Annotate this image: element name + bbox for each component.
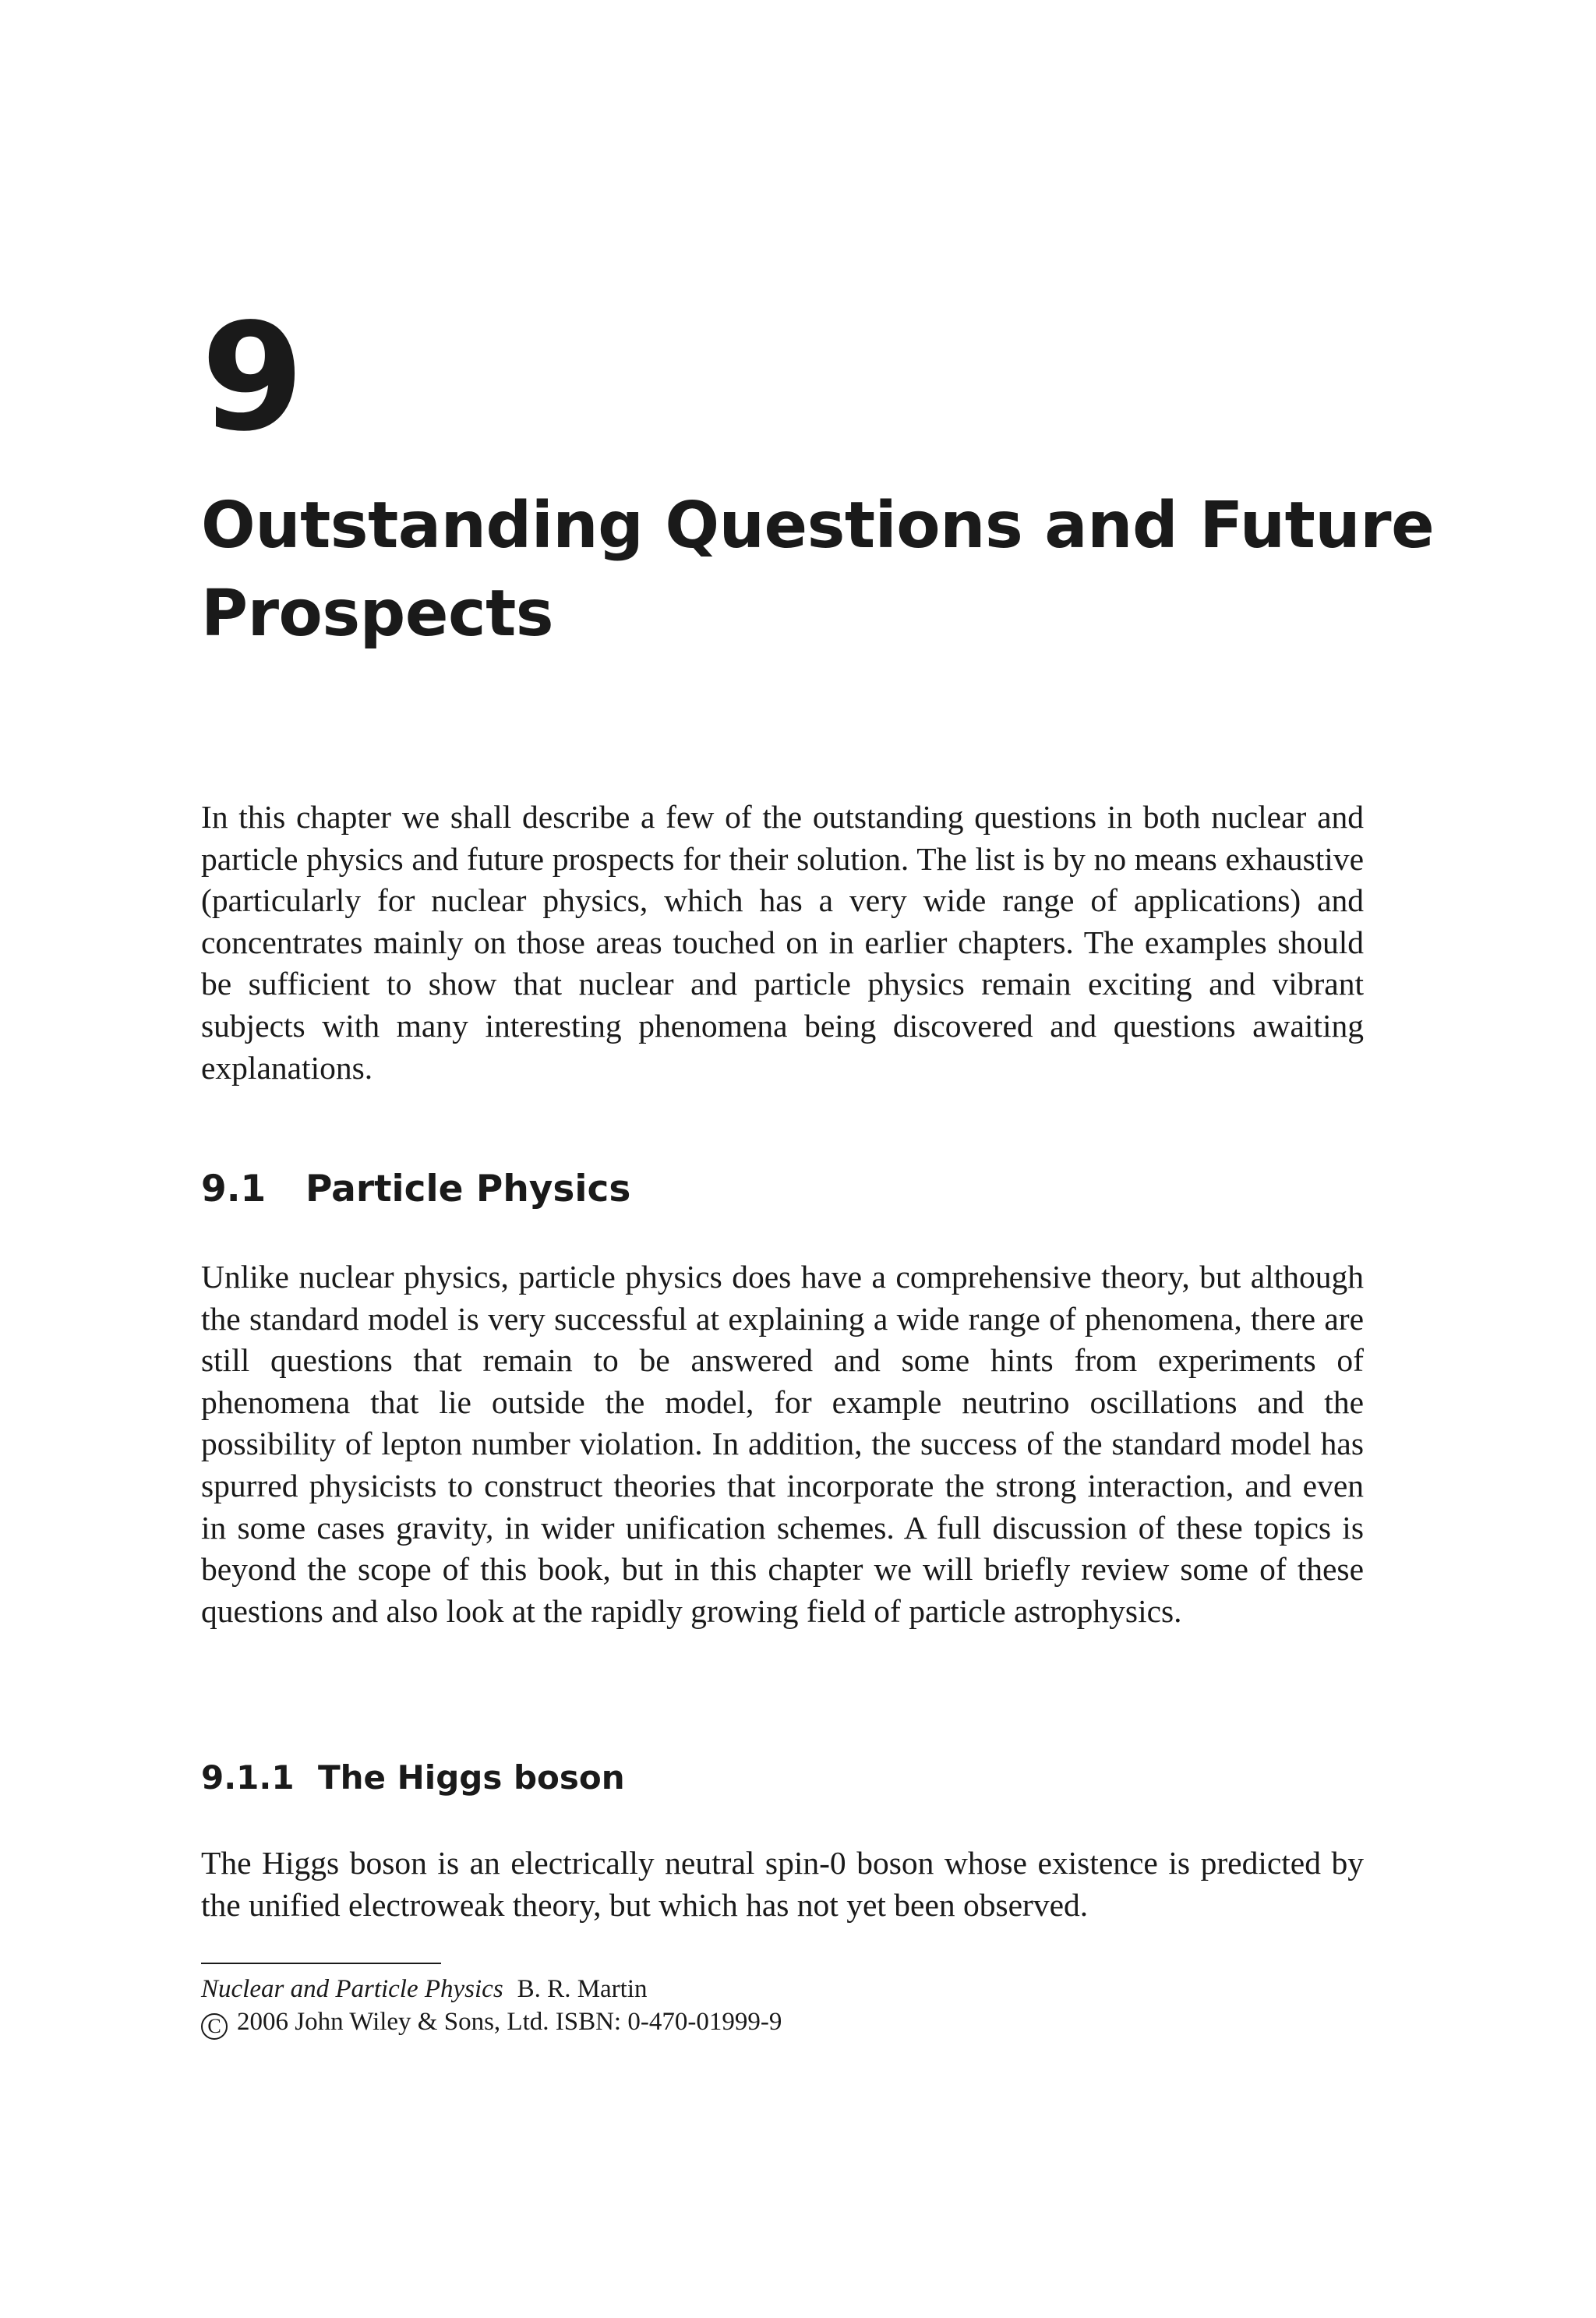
footnote-divider: [201, 1963, 441, 1964]
subsection-heading-9-1-1: [201, 1756, 625, 1800]
footnote-citation: [201, 1973, 648, 2005]
footnote-copyright: [201, 2006, 782, 2040]
subsection-title: The Higgs boson: [318, 1758, 625, 1797]
subsection-number: 9.1.1: [201, 1758, 295, 1797]
chapter-number: 9: [201, 292, 305, 464]
section-9-1-paragraph: Unlike nuclear physics, particle physics does have a comprehensive theory, but although the standard model is very successful at explaining a wide range of phenomena, there are still questions that remain to be answered and some hints from experiments of phenomena that lie outside the model, for example neutrino oscillations and the possibility of lepton number violation. In addition, the success of the standard model has spurred physicists to construct theories that incorporate the strong interaction, and even in some cases gravity, in wider unification schemes. A full discussion of these topics is beyond the scope of this book, but in this chapter we will briefly review some of these questions and also look at the rapidly growing field of particle astrophysics.: [201, 1259, 1364, 1629]
intro-paragraph: In this chapter we shall describe a few of the outstanding questions in both nuclear and particle physics and future prospects for their solution. The list is by no means exhaustive (particularly for nuclear physics, which has a very wide range of applications) and concentrates mainly on those areas touched on in earlier chapters. The examples should be sufficient to show that nuclear and particle physics remain exciting and vibrant subjects with many interesting phenomena being discovered and questions awaiting explanations.: [201, 799, 1364, 1086]
section-number: 9.1: [201, 1168, 267, 1210]
section-9-1-1-paragraph: The Higgs boson is an electrically neutral spin-0 boson whose existence is predicted by the unified electroweak theory, but which has not yet been observed.: [201, 1845, 1364, 1923]
footnote-book-title: Nuclear and Particle Physics: [201, 1975, 503, 2003]
chapter-title: Outstanding Questions and Future Prospects: [201, 489, 1435, 651]
footnote-copyright-text: 2006 John Wiley & Sons, Ltd. ISBN: 0-470-01999-9: [237, 2008, 782, 2036]
section-title: Particle Physics: [305, 1168, 631, 1210]
copyright-icon: C: [201, 2013, 228, 2040]
footnote-author: B. R. Martin: [517, 1975, 648, 2003]
section-heading-9-1: [201, 1166, 630, 1213]
